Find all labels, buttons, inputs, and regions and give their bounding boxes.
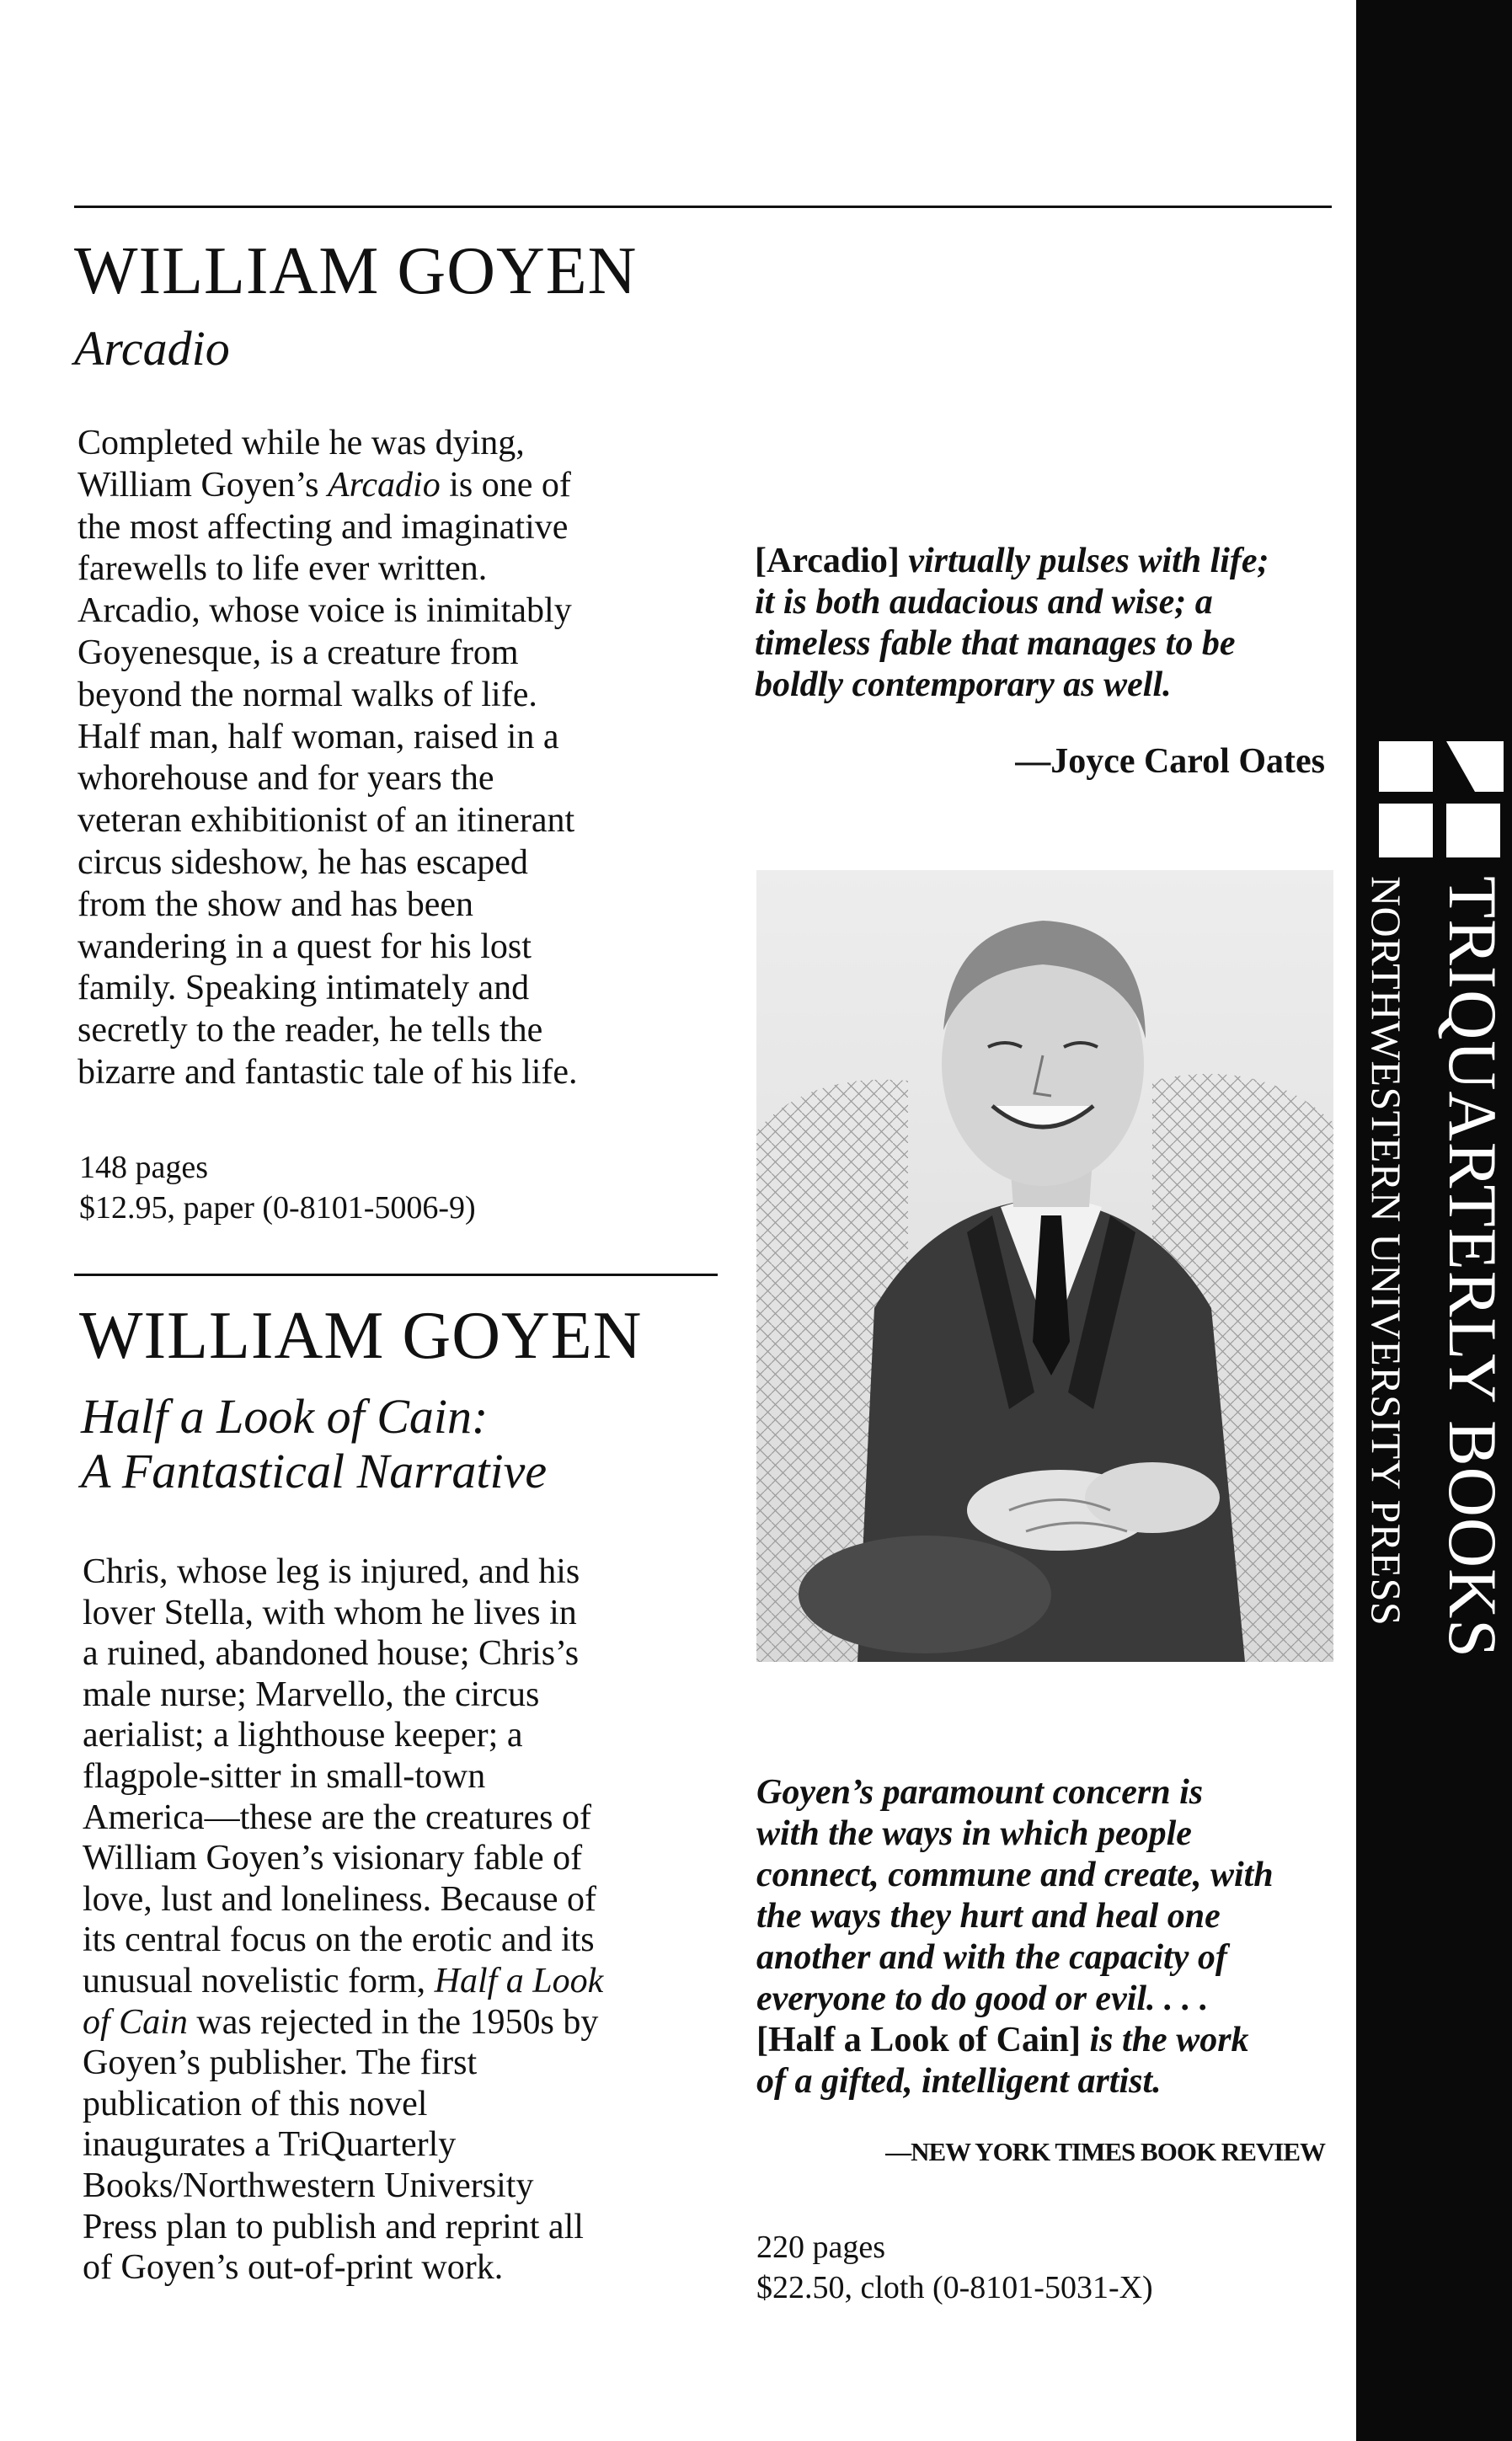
book2-title-line1: Half a Look of Cain: <box>81 1389 489 1444</box>
book1-author: WILLIAM GOYEN <box>74 234 638 308</box>
quote-line: of a gifted, intelligent artist. <box>756 2062 1162 2101</box>
book1-title: Arcadio <box>74 321 230 376</box>
author-portrait-photo <box>756 870 1333 1662</box>
text-line: of Goyen’s out-of-print work. <box>83 2248 504 2288</box>
sidebar-press-name: NORTHWESTERN UNIVERSITY PRESS <box>1363 876 1410 1626</box>
text-line: love, lust and loneliness. Because of <box>83 1879 597 1919</box>
quote-line: another and with the capacity of <box>756 1938 1227 1977</box>
text-line: aerialist; a lighthouse keeper; a <box>83 1716 523 1755</box>
text-line: beyond the normal walks of life. <box>77 675 537 714</box>
text-line: flagpole-sitter in small-town <box>83 1756 486 1796</box>
text-line: Books/Northwestern University <box>83 2166 534 2205</box>
book1-quote <box>755 541 1344 706</box>
text-line: William Goyen’s Arcadio is one of <box>77 465 571 505</box>
quote-line: [Arcadio] virtually pulses with life; <box>755 542 1269 580</box>
book2-description <box>83 1552 723 2289</box>
text-line: Half man, half woman, raised in a <box>77 717 559 756</box>
text-line: the most affecting and imaginative <box>77 507 569 547</box>
quote-line: it is both audacious and wise; a <box>755 583 1213 622</box>
quote-line: timeless fable that manages to be <box>755 624 1236 663</box>
book1-quote-attribution: —Joyce Carol Oates <box>1015 742 1325 781</box>
book2-price: $22.50, cloth (0-8101-5031-X) <box>756 2270 1153 2305</box>
book2-publication-info <box>756 2227 1153 2308</box>
text-line: wandering in a quest for his lost <box>77 927 532 966</box>
quote-line: everyone to do good or evil. . . . <box>756 1979 1209 2018</box>
quote-line: with the ways in which people <box>756 1814 1192 1853</box>
quote-line: boldly contemporary as well. <box>755 665 1172 704</box>
text-line: Goyenesque, is a creature from <box>77 633 519 672</box>
book1-publication-info <box>79 1147 476 1228</box>
text-line: William Goyen’s visionary fable of <box>83 1839 583 1878</box>
quote-line: Goyen’s paramount concern is <box>756 1773 1204 1812</box>
text-line: America—these are the creatures of <box>83 1797 591 1837</box>
section-rule <box>74 1274 718 1276</box>
text-line: lover Stella, with whom he lives in <box>83 1593 577 1632</box>
quote-line: [Half a Look of Cain] is the work <box>756 2021 1249 2059</box>
top-rule <box>74 206 1332 208</box>
text-line: Goyen’s publisher. The first <box>83 2043 478 2083</box>
book2-title-line2: A Fantastical Narrative <box>81 1443 548 1498</box>
book2-quote-attribution: —NEW YORK TIMES BOOK REVIEW <box>885 2137 1325 2166</box>
text-line: circus sideshow, he has escaped <box>77 842 528 882</box>
triquarterly-logo-icon <box>1379 741 1504 859</box>
text-line: publication of this novel <box>83 2084 428 2123</box>
text-line: male nurse; Marvello, the circus <box>83 1675 540 1714</box>
text-line: family. Speaking intimately and <box>77 969 530 1008</box>
text-line: Press plan to publish and reprint all <box>83 2207 584 2246</box>
book2-title <box>81 1390 547 1499</box>
sidebar-publisher-name: TRIQUARTERLY BOOKS <box>1435 876 1511 1658</box>
text-line: farewells to life ever written. <box>77 549 488 589</box>
book1-pages: 148 pages <box>79 1150 209 1185</box>
book2-quote <box>756 1772 1346 2102</box>
text-line: its central focus on the erotic and its <box>83 1920 595 1960</box>
text-line: Chris, whose leg is injured, and his <box>83 1552 580 1591</box>
text-line: unusual novelistic form, Half a Look <box>83 1961 604 2000</box>
quote-line: connect, commune and create, with <box>756 1856 1274 1894</box>
text-line: bizarre and fantastic tale of his life. <box>77 1052 578 1092</box>
book1-price: $12.95, paper (0-8101-5006-9) <box>79 1190 476 1226</box>
text-line: of Cain was rejected in the 1950s by <box>83 2002 599 2042</box>
book2-author: WILLIAM GOYEN <box>79 1299 643 1373</box>
portrait-illustration <box>756 870 1333 1662</box>
text-line: Completed while he was dying, <box>77 424 525 462</box>
text-line: veteran exhibitionist of an itinerant <box>77 801 575 841</box>
book2-pages: 220 pages <box>756 2230 886 2265</box>
book1-description <box>77 423 701 1094</box>
text-line: Arcadio, whose voice is inimitably <box>77 591 572 631</box>
quote-line: the ways they hurt and heal one <box>756 1897 1221 1936</box>
text-line: a ruined, abandoned house; Chris’s <box>83 1634 580 1674</box>
text-line: inaugurates a TriQuarterly <box>83 2125 457 2165</box>
text-line: whorehouse and for years the <box>77 759 494 799</box>
text-line: secretly to the reader, he tells the <box>77 1011 543 1050</box>
text-line: from the show and has been <box>77 884 474 924</box>
